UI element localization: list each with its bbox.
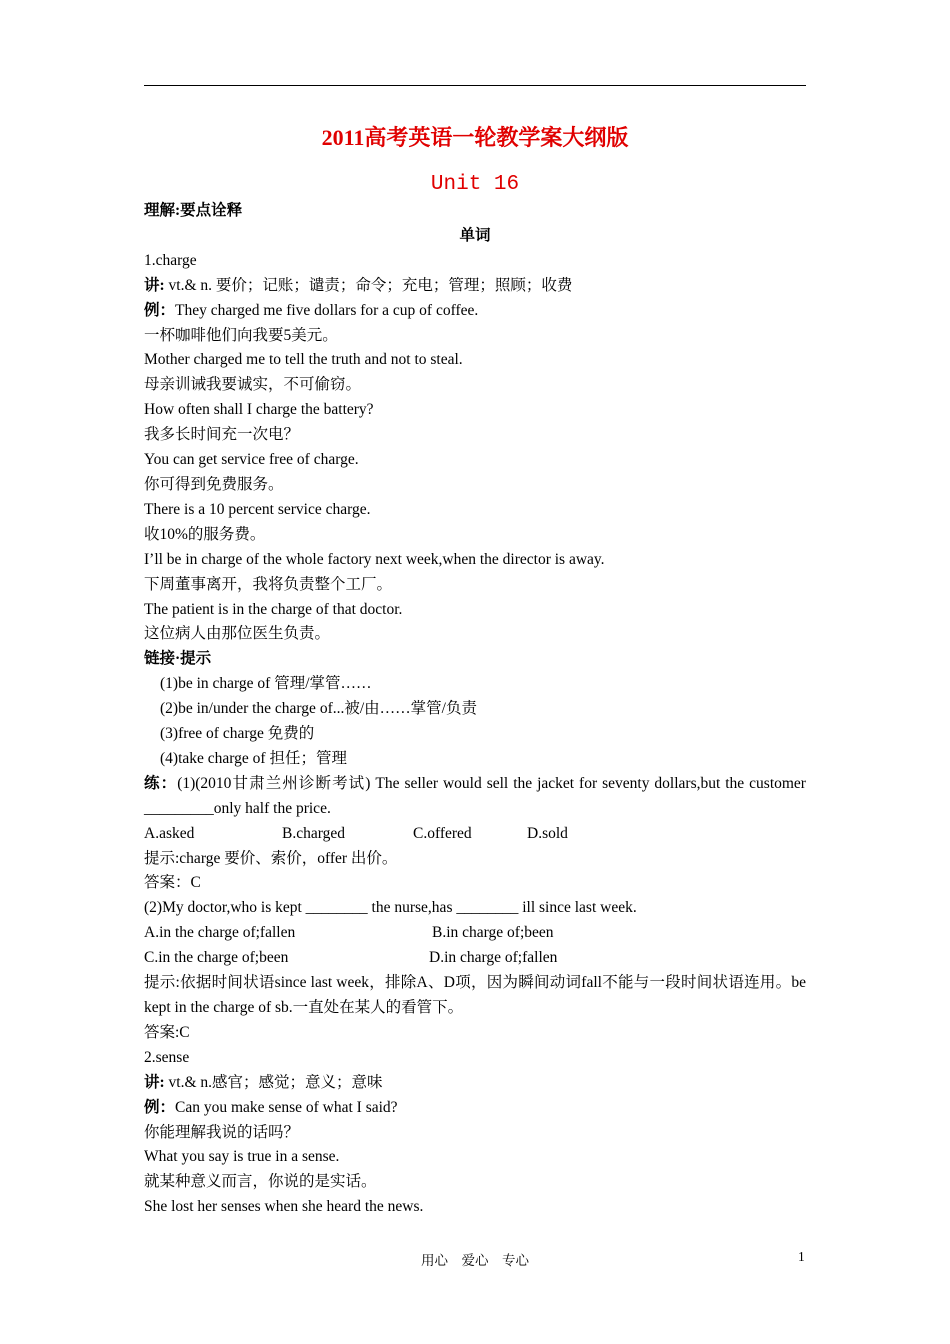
jiang-label: 讲: bbox=[144, 276, 165, 294]
exercise-1-options bbox=[144, 822, 806, 847]
option-b: B.in charge of;been bbox=[432, 924, 554, 942]
document-title: 2011高考英语一轮教学案大纲版 bbox=[321, 125, 629, 150]
exercise-2-options-row1 bbox=[144, 921, 806, 946]
word-heading: 2.sense bbox=[144, 1048, 190, 1066]
option-d: D.sold bbox=[527, 824, 568, 842]
text-line: Mother charged me to tell the truth and not to steal. bbox=[144, 351, 463, 369]
text-line: 下周董事离开，我将负责整个工厂。 bbox=[144, 575, 393, 593]
footer-motto: 用心 爱心 专心 bbox=[421, 1253, 529, 1268]
text-line: The patient is in the charge of that doctor. bbox=[144, 600, 403, 618]
link-item: (4)take charge of 担任；管理 bbox=[160, 749, 347, 767]
text-line: She lost her senses when she heard the news. bbox=[144, 1198, 424, 1216]
exercise-label: 练： bbox=[144, 774, 178, 792]
li-label: 例： bbox=[144, 1098, 176, 1116]
example-line bbox=[144, 299, 806, 324]
text-line: You can get service free of charge. bbox=[144, 451, 359, 469]
exercise-1-hint: 提示:charge 要价、索价，offer 出价。 bbox=[144, 849, 398, 867]
text-line: 一杯咖啡他们向我要5美元。 bbox=[144, 326, 338, 344]
section-heading: 理解:要点诠释 bbox=[144, 202, 243, 219]
text-line: How often shall I charge the battery? bbox=[144, 401, 374, 419]
header-rule bbox=[144, 85, 806, 86]
exercise-1-answer: 答案：C bbox=[144, 874, 201, 892]
li-label: 例： bbox=[144, 301, 176, 319]
link-item: (3)free of charge 免费的 bbox=[160, 725, 315, 743]
text-line: 就某种意义而言，你说的是实话。 bbox=[144, 1173, 377, 1191]
option-a: A.in the charge of;fallen bbox=[144, 924, 296, 942]
option-a: A.asked bbox=[144, 824, 195, 842]
text-line: 我多长时间充一次电？ bbox=[144, 426, 300, 444]
example-text: Can you make sense of what I said? bbox=[175, 1098, 398, 1116]
unit-title: Unit 16 bbox=[430, 173, 520, 196]
option-b: B.charged bbox=[282, 824, 345, 842]
exercise-2-text: (2)My doctor,who is kept ________ the nurse,has ________ ill since last week. bbox=[144, 899, 637, 917]
option-c: C.offered bbox=[413, 824, 472, 842]
example-text: They charged me five dollars for a cup of coffee. bbox=[175, 301, 479, 319]
word-heading: 1.charge bbox=[144, 251, 197, 269]
text-line: There is a 10 percent service charge. bbox=[144, 500, 371, 518]
option-d: D.in charge of;fallen bbox=[429, 949, 558, 967]
exercise-2-answer: 答案:C bbox=[144, 1023, 190, 1041]
text-line: 母亲训诫我要诚实，不可偷窃。 bbox=[144, 376, 362, 394]
sub-heading: 单词 bbox=[459, 226, 491, 244]
definition-line bbox=[144, 1071, 806, 1096]
link-item: (1)be in charge of 管理/掌管…… bbox=[160, 675, 372, 693]
document-body bbox=[144, 199, 806, 1220]
definition-text: vt.& n. 要价；记账；谴责；命令；充电；管理；照顾；收费 bbox=[164, 276, 573, 294]
text-line: I’ll be in charge of the whole factory next week,when the director is away. bbox=[144, 550, 605, 568]
text-line: 收10%的服务费。 bbox=[144, 525, 266, 543]
jiang-label: 讲: bbox=[144, 1073, 165, 1091]
text-line: 你能理解我说的话吗？ bbox=[144, 1123, 300, 1141]
option-c: C.in the charge of;been bbox=[144, 949, 289, 967]
definition-text: vt.& n.感官；感觉；意义；意味 bbox=[164, 1073, 383, 1091]
text-line: 这位病人由那位医生负责。 bbox=[144, 625, 331, 643]
exercise-2-hint: 提示:依据时间状语since last week，排除A、D项，因为瞬间动词fall不能与一段时间状语连用。be kept in the charge of sb.一直处在某人的看管下。 bbox=[144, 974, 806, 1016]
exercise-1-text: (1)(2010甘肃兰州诊断考试) The seller would sell the jacket for seventy dollars,but the customer _________only half the price. bbox=[144, 774, 806, 817]
text-line: 你可得到免费服务。 bbox=[144, 475, 284, 493]
definition-line bbox=[144, 274, 806, 299]
link-item: (2)be in/under the charge of...被/由……掌管/负责 bbox=[160, 700, 477, 718]
text-line: What you say is true in a sense. bbox=[144, 1148, 340, 1166]
exercise-2-options-row2 bbox=[144, 946, 806, 971]
page-number: 1 bbox=[798, 1249, 805, 1264]
example-line bbox=[144, 1096, 806, 1121]
exercise-1 bbox=[144, 772, 806, 822]
link-heading: 链接·提示 bbox=[144, 650, 212, 668]
